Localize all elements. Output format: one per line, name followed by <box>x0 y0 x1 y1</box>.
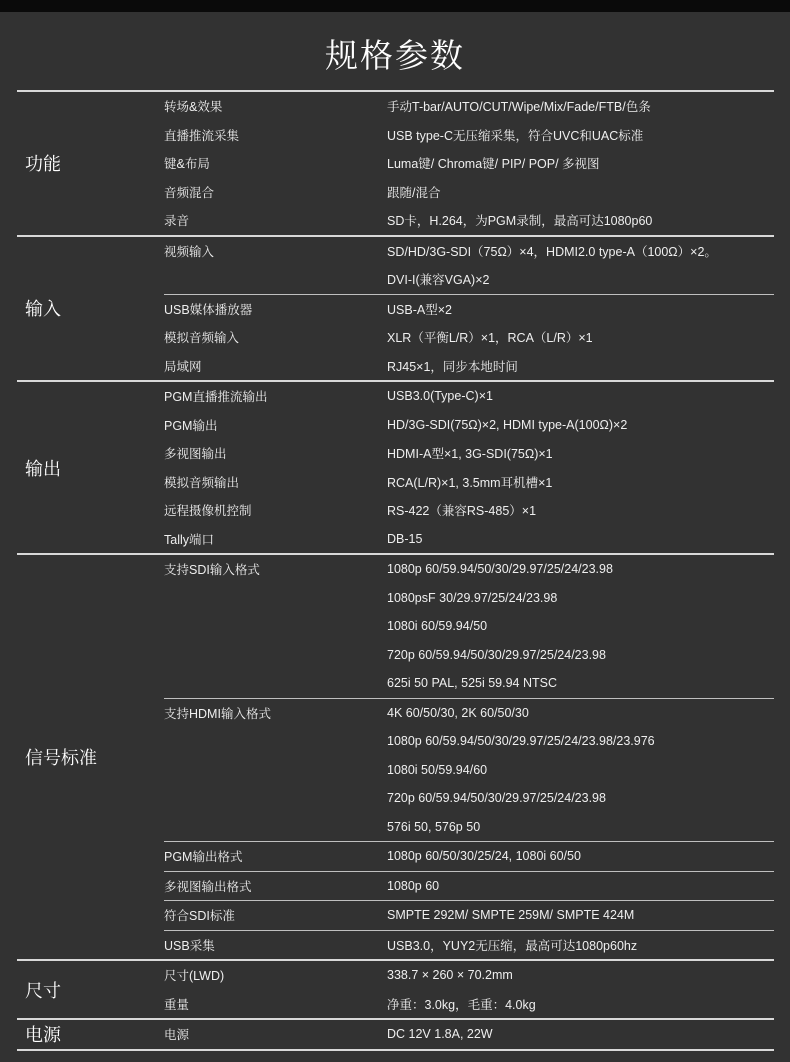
spec-row <box>164 727 774 756</box>
spec-value: XLR（平衡L/R）×1，RCA（L/R）×1 <box>387 331 593 346</box>
spec-name: PGM输出 <box>164 418 218 433</box>
spec-row <box>164 382 774 411</box>
spec-group <box>164 871 774 901</box>
spec-value: 1080p 60/59.94/50/30/29.97/25/24/23.98 <box>387 562 613 577</box>
spec-section <box>17 90 774 235</box>
spec-section <box>17 235 774 381</box>
spec-name: USB采集 <box>164 938 215 953</box>
spec-value: 1080p 60/59.94/50/30/29.97/25/24/23.98/23.976 <box>387 734 655 749</box>
spec-value: 手动T-bar/AUTO/CUT/Wipe/Mix/Fade/FTB/色条 <box>387 100 651 115</box>
spec-value: USB-A型×2 <box>387 302 452 317</box>
spec-section <box>17 380 774 553</box>
spec-name: 模拟音频输出 <box>164 475 240 490</box>
category-label: 尺寸 <box>25 980 61 1001</box>
page-title: 规格参数 <box>325 37 465 74</box>
spec-name: 尺寸(LWD) <box>164 969 225 984</box>
spec-row <box>164 961 774 990</box>
spec-row <box>164 1020 774 1049</box>
spec-value: 1080psF 30/29.97/25/24/23.98 <box>387 590 558 605</box>
spec-groups <box>164 92 774 235</box>
spec-name: Tally端口 <box>164 532 215 547</box>
spec-row <box>164 237 774 266</box>
spec-value: USB3.0(Type-C)×1 <box>387 389 493 404</box>
spec-group <box>164 930 774 960</box>
spec-value: RJ45×1，同步本地时间 <box>387 359 518 374</box>
spec-group <box>164 961 774 1018</box>
spec-section <box>17 959 774 1018</box>
spec-row <box>164 612 774 641</box>
spec-group <box>164 900 774 930</box>
spec-value: DVI-I(兼容VGA)×2 <box>387 273 490 288</box>
spec-group <box>164 555 774 698</box>
spec-row <box>164 641 774 670</box>
spec-group <box>164 698 774 842</box>
spec-name: PGM直播推流输出 <box>164 390 268 405</box>
spec-value: DB-15 <box>387 531 423 546</box>
spec-name: 局域网 <box>164 359 202 374</box>
spec-row <box>164 784 774 813</box>
spec-name: USB媒体播放器 <box>164 302 253 317</box>
spec-section <box>17 1018 774 1051</box>
spec-row <box>164 92 774 121</box>
spec-groups <box>164 555 774 959</box>
spec-row <box>164 990 774 1019</box>
spec-row <box>164 813 774 842</box>
spec-name: 电源 <box>164 1028 190 1043</box>
spec-row <box>164 584 774 613</box>
spec-row <box>164 669 774 698</box>
spec-value: HDMI-A型×1, 3G-SDI(75Ω)×1 <box>387 447 553 462</box>
spec-row <box>164 699 774 728</box>
spec-value: DC 12V 1.8A, 22W <box>387 1027 493 1042</box>
spec-row <box>164 411 774 440</box>
spec-value: SD卡，H.264，为PGM录制，最高可达1080p60 <box>387 214 653 229</box>
spec-groups <box>164 961 774 1018</box>
top-bar <box>0 0 790 12</box>
spec-row <box>164 931 774 960</box>
spec-row <box>164 178 774 207</box>
spec-value: USB type-C无压缩采集，符合UVC和UAC标准 <box>387 128 644 143</box>
spec-value: 338.7 × 260 × 70.2mm <box>387 968 513 983</box>
spec-name: 直播推流采集 <box>164 128 240 143</box>
spec-value: RS-422（兼容RS-485）×1 <box>387 504 537 519</box>
spec-group <box>164 1020 774 1049</box>
spec-value: SD/HD/3G-SDI（75Ω）×4，HDMI2.0 type-A（100Ω）×2。 <box>387 244 717 259</box>
spec-value: 625i 50 PAL, 525i 59.94 NTSC <box>387 676 558 691</box>
spec-row <box>164 121 774 150</box>
spec-group <box>164 841 774 871</box>
spec-value: 720p 60/59.94/50/30/29.97/25/24/23.98 <box>387 647 606 662</box>
spec-groups <box>164 237 774 381</box>
spec-row <box>164 265 774 294</box>
category-label: 功能 <box>25 154 61 175</box>
spec-groups <box>164 1020 774 1049</box>
spec-name: 转场&效果 <box>164 100 223 115</box>
spec-group <box>164 294 774 381</box>
spec-row <box>164 206 774 235</box>
spec-row <box>164 468 774 497</box>
spec-row <box>164 352 774 381</box>
spec-row <box>164 496 774 525</box>
spec-row <box>164 323 774 352</box>
category-label: 信号标准 <box>25 748 97 768</box>
spec-row <box>164 901 774 930</box>
spec-group <box>164 237 774 294</box>
spec-row <box>164 295 774 324</box>
spec-value: 576i 50, 576p 50 <box>387 819 481 834</box>
spec-row <box>164 149 774 178</box>
spec-table <box>17 90 774 1051</box>
spec-section <box>17 553 774 959</box>
spec-name: 音频混合 <box>164 185 215 200</box>
spec-value: 4K 60/50/30, 2K 60/50/30 <box>387 705 529 720</box>
spec-value: 跟随/混合 <box>387 185 441 200</box>
spec-name: 支持SDI输入格式 <box>164 563 260 578</box>
category-label: 输出 <box>25 458 61 479</box>
spec-value: 1080p 60/50/30/25/24, 1080i 60/50 <box>387 849 581 864</box>
spec-row <box>164 555 774 584</box>
spec-value: 1080p 60 <box>387 878 440 893</box>
spec-value: USB3.0，YUY2无压缩，最高可达1080p60hz <box>387 938 638 953</box>
spec-value: 720p 60/59.94/50/30/29.97/25/24/23.98 <box>387 791 606 806</box>
spec-name: 模拟音频输入 <box>164 331 240 346</box>
spec-name: 远程摄像机控制 <box>164 504 252 519</box>
spec-row <box>164 439 774 468</box>
spec-name: 视频输入 <box>164 244 215 259</box>
spec-value: 1080i 60/59.94/50 <box>387 619 488 634</box>
spec-row <box>164 842 774 871</box>
spec-groups <box>164 382 774 553</box>
spec-name: 键&布局 <box>164 157 210 172</box>
spec-value: 1080i 50/59.94/60 <box>387 762 488 777</box>
spec-value: HD/3G-SDI(75Ω)×2, HDMI type-A(100Ω)×2 <box>387 417 628 432</box>
spec-name: PGM输出格式 <box>164 850 243 865</box>
spec-value: RCA(L/R)×1, 3.5mm耳机槽×1 <box>387 475 553 490</box>
spec-row <box>164 872 774 901</box>
spec-name: 重量 <box>164 997 190 1012</box>
spec-name: 符合SDI标准 <box>164 909 235 924</box>
category-label: 电源 <box>25 1025 61 1046</box>
spec-name: 多视图输出格式 <box>164 879 252 894</box>
spec-group <box>164 382 774 553</box>
spec-value: SMPTE 292M/ SMPTE 259M/ SMPTE 424M <box>387 908 635 923</box>
spec-name: 支持HDMI输入格式 <box>164 706 271 721</box>
spec-row <box>164 756 774 785</box>
spec-name: 录音 <box>164 214 190 229</box>
category-label: 输入 <box>25 299 61 320</box>
spec-group <box>164 92 774 235</box>
spec-value: Luma键/ Chroma键/ PIP/ POP/ 多视图 <box>387 157 600 172</box>
spec-name: 多视图输出 <box>164 447 227 462</box>
spec-row <box>164 525 774 554</box>
spec-value: 净重：3.0kg，毛重：4.0kg <box>387 997 536 1012</box>
